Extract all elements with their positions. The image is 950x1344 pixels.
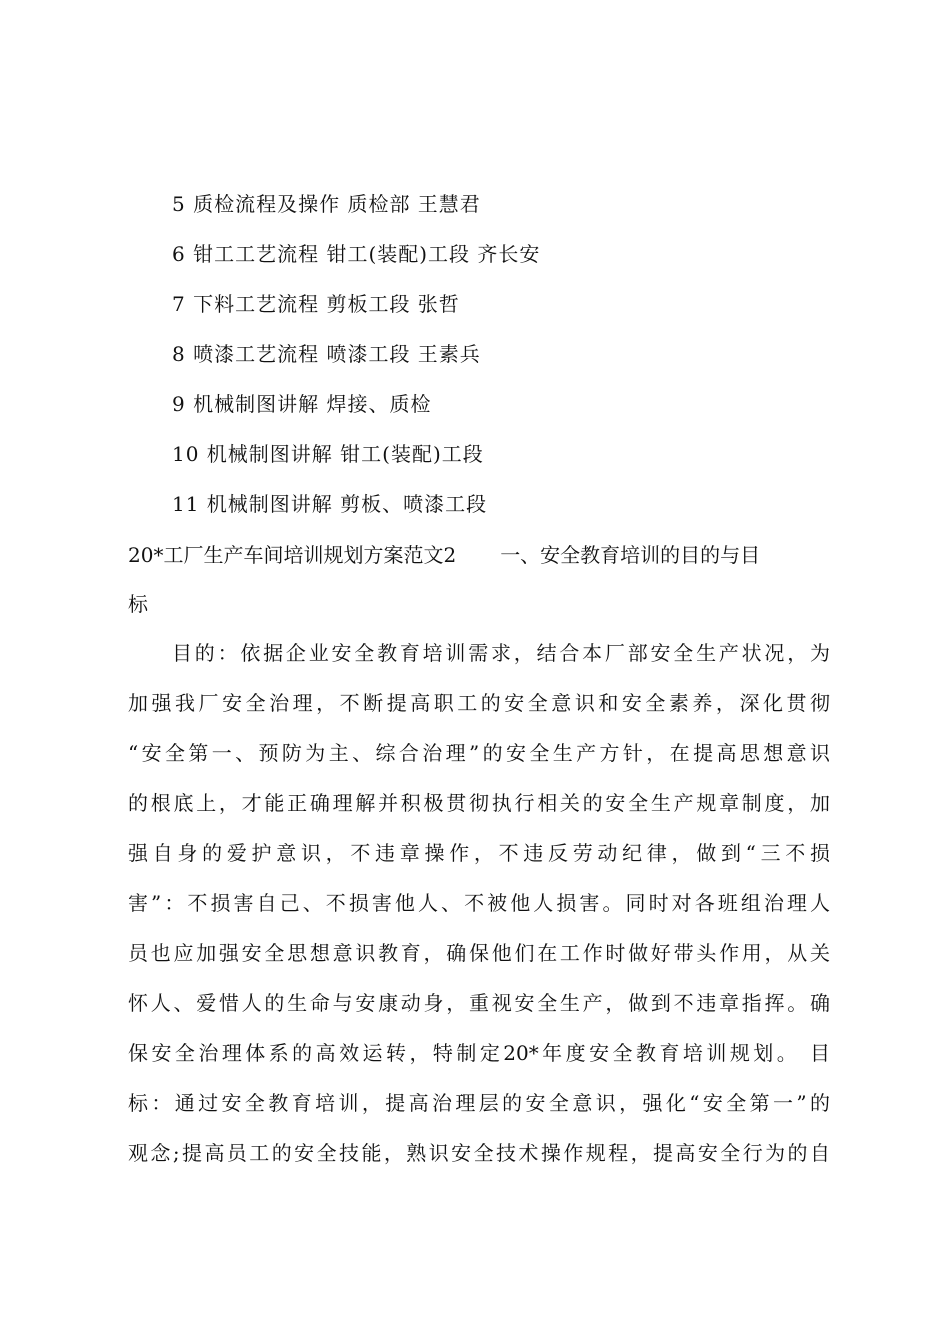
list-item: 8 喷漆工艺流程 喷漆工段 王素兵: [172, 342, 481, 366]
list-item: 9 机械制图讲解 焊接、质检: [172, 392, 432, 416]
paragraph-line: 保安全治理体系的高效运转，特制定20*年度安全教育培训规划。 目: [128, 1041, 830, 1065]
list-item: 7 下料工艺流程 剪板工段 张哲: [172, 292, 460, 316]
document-title: 20*工厂生产车间培训规划方案范文2: [128, 543, 457, 567]
paragraph-line: 害”：不损害自己、不损害他人、不被他人损害。同时对各班组治理人: [128, 891, 830, 915]
list-item: 5 质检流程及操作 质检部 王慧君: [172, 192, 481, 216]
paragraph-line: 的根底上，才能正确理解并积极贯彻执行相关的安全生产规章制度，加: [128, 791, 830, 815]
paragraph-line: 观念;提高员工的安全技能，熟识安全技术操作规程，提高安全行为的自: [128, 1141, 830, 1165]
paragraph-line: 员也应加强安全思想意识教育，确保他们在工作时做好带头作用，从关: [128, 941, 830, 965]
paragraph-line: 标：通过安全教育培训，提高治理层的安全意识，强化“安全第一”的: [128, 1091, 830, 1115]
list-item: 6 钳工工艺流程 钳工(装配)工段 齐长安: [172, 242, 541, 266]
paragraph-line: 目的：依据企业安全教育培训需求，结合本厂部安全生产状况，为: [172, 641, 830, 665]
section-title: 一、安全教育培训的目的与目: [500, 543, 761, 567]
section-heading: [128, 541, 760, 569]
section-title-continuation: 标: [128, 592, 148, 616]
list-item: 10 机械制图讲解 钳工(装配)工段: [172, 442, 484, 466]
paragraph-line: 怀人、爱惜人的生命与安康动身，重视安全生产，做到不违章指挥。确: [128, 991, 830, 1015]
paragraph-line: 强自身的爱护意识，不违章操作，不违反劳动纪律，做到“三不损: [128, 841, 830, 865]
paragraph-line: “安全第一、预防为主、综合治理”的安全生产方针，在提高思想意识: [128, 741, 830, 765]
paragraph-line: 加强我厂安全治理，不断提高职工的安全意识和安全素养，深化贯彻: [128, 691, 830, 715]
list-item: 11 机械制图讲解 剪板、喷漆工段: [172, 492, 488, 516]
